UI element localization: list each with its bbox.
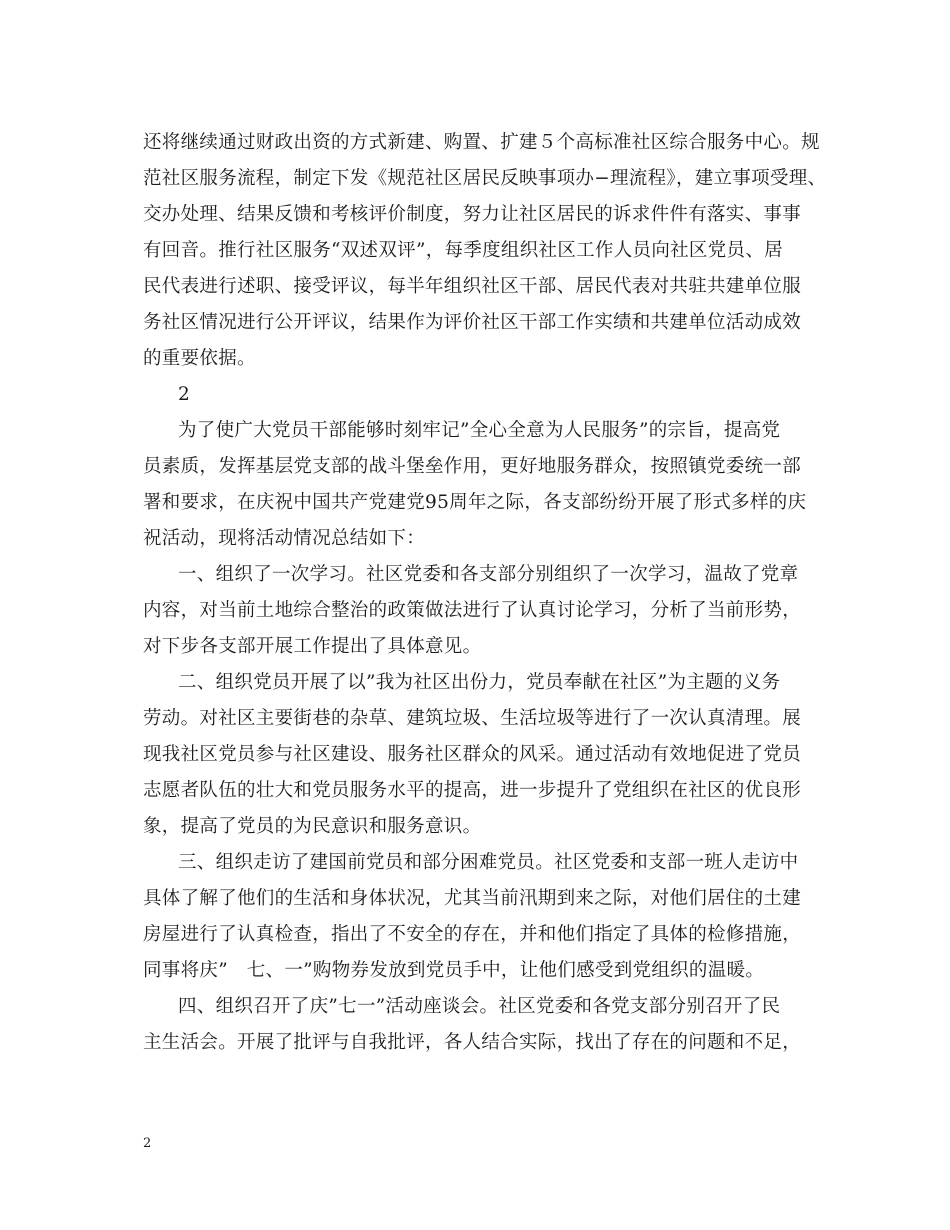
text-line: 四、组织召开了庆”七一”活动座谈会。社区党委和各党支部分别召开了民 <box>178 996 781 1017</box>
text-line: 祝活动，现将活动情况总结如下： <box>143 528 426 549</box>
text-line: 交办处理、结果反馈和考核评价制度，努力让社区居民的诉求件件有落实、事事 <box>143 204 802 225</box>
text-line: 内容，对当前土地综合整治的政策做法进行了认真讨论学习，分析了当前形势， <box>143 600 802 621</box>
text-line: 民代表进行述职、接受评议，每半年组织社区干部、居民代表对共驻共建单位服 <box>143 276 802 297</box>
text-line: 主生活会。开展了批评与自我批评，各人结合实际，找出了存在的问题和不足， <box>143 1032 802 1053</box>
text-line: 有回音。推行社区服务“双述双评”，每季度组织社区工作人员向社区党员、居 <box>143 240 783 261</box>
text-line: 还将继续通过财政出资的方式新建、购置、扩建５个高标准社区综合服务中心。规 <box>143 132 820 153</box>
text-line: 务社区情况进行公开评议，结果作为评价社区干部工作实绩和共建单位活动成效 <box>143 312 802 333</box>
text-line: 三、组织走访了建国前党员和部分困难党员。社区党委和支部一班人走访中 <box>178 852 799 873</box>
page-number: 2 <box>143 1136 152 1151</box>
text-line: 对下步各支部开展工作提出了具体意见。 <box>143 636 482 657</box>
text-line: 二、组织党员开展了以”我为社区出份力，党员奉献在社区”为主题的义务 <box>178 672 781 693</box>
text-line: 同事将庆” 七、一”购物券发放到党员手中，让他们感受到党组织的温暖。 <box>143 960 765 981</box>
text-line: 范社区服务流程，制定下发《规范社区居民反映事项办−理流程》，建立事项受理、 <box>143 168 827 189</box>
text-line: 具体了解了他们的生活和身体状况，尤其当前汛期到来之际，对他们居住的土建 <box>143 888 802 909</box>
section-number: 2 <box>178 384 191 405</box>
text-line: 现我社区党员参与社区建设、服务社区群众的风采。通过活动有效地促进了党员 <box>143 744 802 765</box>
text-line: 的重要依据。 <box>143 348 256 369</box>
text-line: 员素质，发挥基层党支部的战斗堡垒作用，更好地服务群众，按照镇党委统一部 <box>143 456 802 477</box>
text-line: 一、组织了一次学习。社区党委和各支部分别组织了一次学习，温故了党章 <box>178 564 799 585</box>
text-line: 署和要求，在庆祝中国共产党建党95周年之际，各支部纷纷开展了形式多样的庆 <box>143 492 807 513</box>
text-line: 象，提高了党员的为民意识和服务意识。 <box>143 816 482 837</box>
text-line: 志愿者队伍的壮大和党员服务水平的提高，进一步提升了党组织在社区的优良形 <box>143 780 802 801</box>
text-line: 劳动。对社区主要街巷的杂草、建筑垃圾、生活垃圾等进行了一次认真清理。展 <box>143 708 802 729</box>
text-line: 为了使广大党员干部能够时刻牢记”全心全意为人民服务”的宗旨，提高党 <box>178 420 781 441</box>
text-line: 房屋进行了认真检查，指出了不安全的存在，并和他们指定了具体的检修措施， <box>143 924 802 945</box>
